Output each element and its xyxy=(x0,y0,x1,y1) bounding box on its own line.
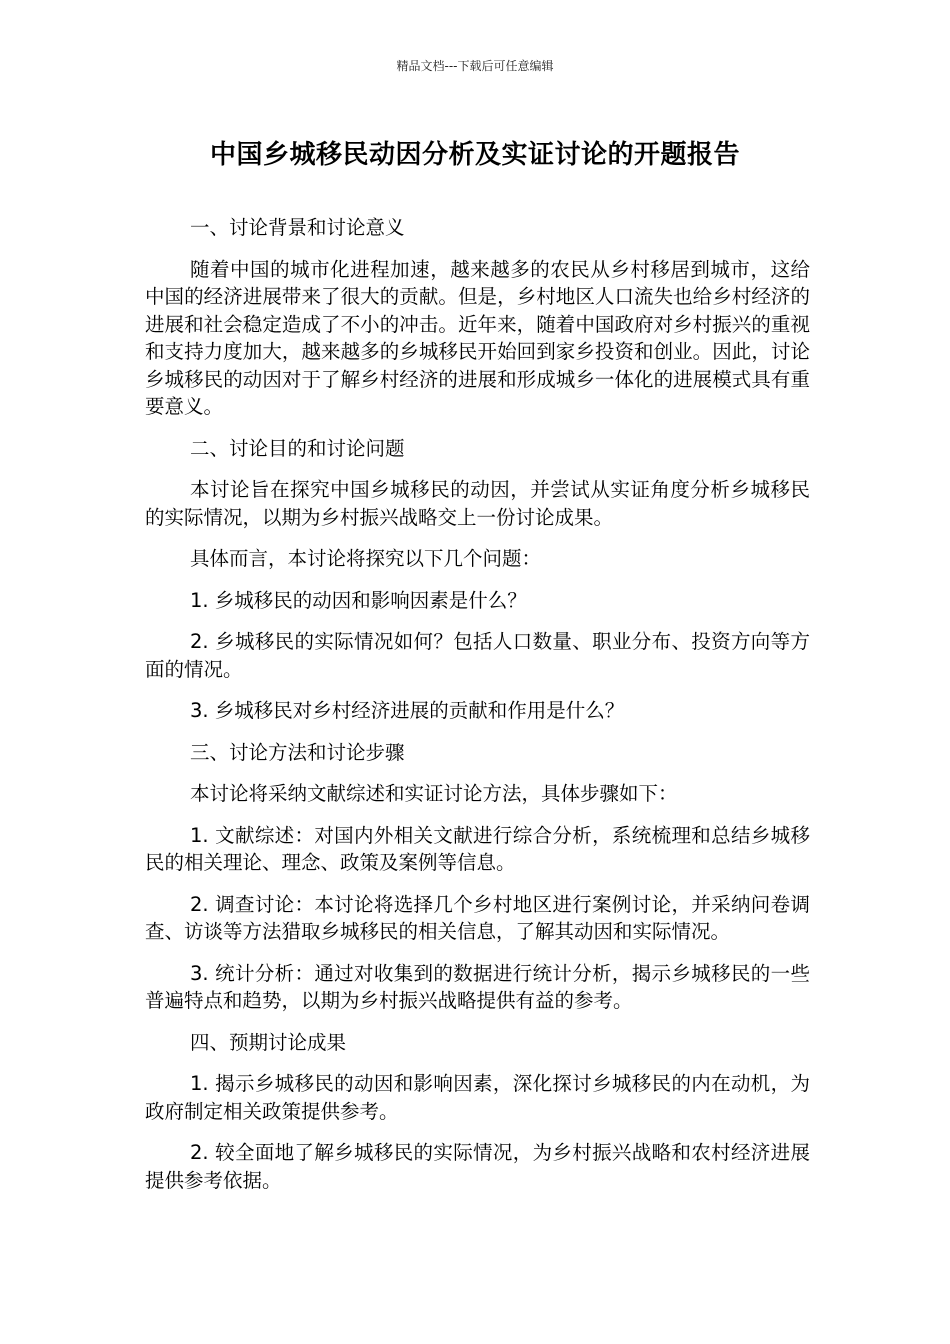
list-item-method-1: 1. 文献综述：对国内外相关文献进行综合分析，系统梳理和总结乡城移民的相关理论、理念、政策及案例等信息。 xyxy=(145,823,810,874)
paragraph-methods-intro: 本讨论将采纳文献综述和实证讨论方法，具体步骤如下： xyxy=(190,782,678,805)
section-heading-methods: 三、讨论方法和讨论步骤 xyxy=(190,740,405,764)
header-note: 精品文档---下载后可任意编辑 xyxy=(396,59,554,73)
document-title: 中国乡城移民动因分析及实证讨论的开题报告 xyxy=(209,140,740,170)
section-heading-purpose: 二、讨论目的和讨论问题 xyxy=(190,436,405,460)
section-heading-background: 一、讨论背景和讨论意义 xyxy=(190,216,405,239)
list-item-question-1: 1. 乡城移民的动因和影响因素是什么？ xyxy=(190,588,527,612)
list-item-question-2: 2. 乡城移民的实际情况如何？包括人口数量、职业分布、投资方向等方面的情况。 xyxy=(145,630,810,681)
list-item-method-3: 3. 统计分析：通过对收集到的数据进行统计分析，揭示乡城移民的一些普遍特点和趋势，以期为乡村振兴战略提供有益的参考。 xyxy=(145,961,810,1012)
list-item-outcome-1: 1. 揭示乡城移民的动因和影响因素，深化探讨乡城移民的内在动机，为政府制定相关政策提供参考。 xyxy=(145,1072,810,1123)
paragraph-purpose: 本讨论旨在探究中国乡城移民的动因，并尝试从实证角度分析乡城移民的实际情况，以期为乡村振兴战略交上一份讨论成果。 xyxy=(145,478,810,529)
list-item-outcome-2: 2. 较全面地了解乡城移民的实际情况，为乡村振兴战略和农村经济进展提供参考依据。 xyxy=(145,1141,810,1192)
list-item-question-3: 3. 乡城移民对乡村经济进展的贡献和作用是什么？ xyxy=(190,699,625,722)
document-body xyxy=(145,214,810,1194)
paragraph-questions-intro: 具体而言，本讨论将探究以下几个问题： xyxy=(190,547,542,570)
list-item-method-2: 2. 调查讨论：本讨论将选择几个乡村地区进行案例讨论，并采纳问卷调查、访谈等方法猎取乡城移民的相关信息，了解其动因和实际情况。 xyxy=(145,892,810,943)
section-heading-outcomes: 四、预期讨论成果 xyxy=(190,1030,347,1054)
paragraph-background: 随着中国的城市化进程加速，越来越多的农民从乡村移居到城市，这给中国的经济进展带来了很大的贡献。但是，乡村地区人口流失也给乡村经济的进展和社会稳定造成了不小的冲击。近年来，随着中国政府对乡村振兴的重视和支持力度加大，越来越多的乡城移民开始回到家乡投资和创业。因此，讨论乡城移民的动因对于了解乡村经济的进展和形成城乡一体化的进展模式具有重要意义。 xyxy=(145,257,810,418)
